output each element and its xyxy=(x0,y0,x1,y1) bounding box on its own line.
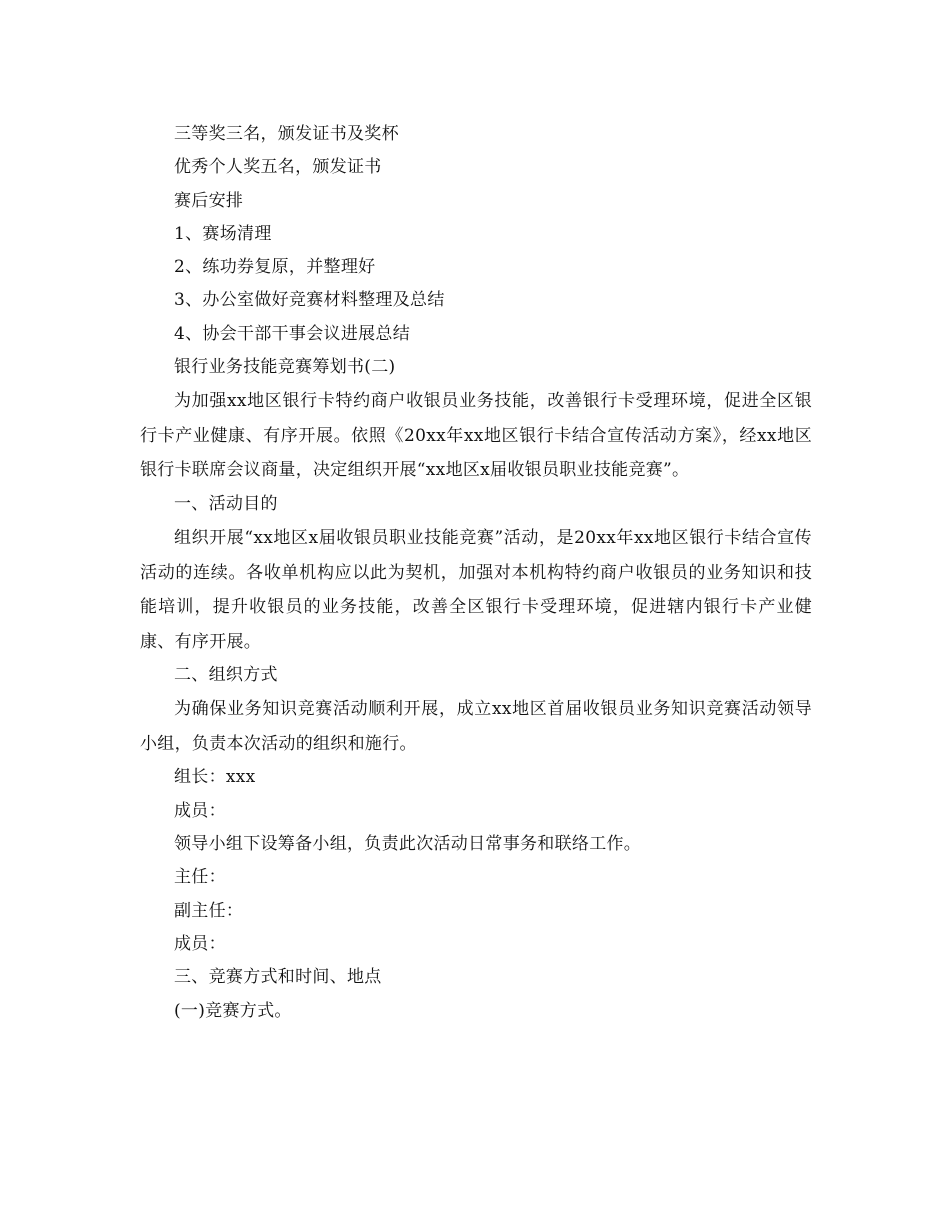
section-heading: 赛后安排 xyxy=(174,190,244,211)
paragraph-purpose: 组织开展“xx地区x届收银员职业技能竞赛”活动，是20xx年xx地区银行卡结合宣传活动的连续。各收单机构应以此为契机，加强对本机构特约商户收银员的业务知识和技能培训，提升收银员的业务技能，改善全区银行卡受理环境，促进辖内银行卡产业健康、有序开展。 xyxy=(140,528,812,652)
section-heading: 三、竞赛方式和时间、地点 xyxy=(174,967,382,988)
section-heading: 一、活动目的 xyxy=(174,493,278,514)
text-line: 三等奖三名，颁发证书及奖杯 xyxy=(174,124,399,144)
text-line: 优秀个人奖五名，颁发证书 xyxy=(174,157,382,178)
document-body xyxy=(140,118,812,1028)
paragraph-intro: 为加强xx地区银行卡特约商户收银员业务技能，改善银行卡受理环境，促进全区银行卡产业健康、有序开展。依照《20xx年xx地区银行卡结合宣传活动方案》，经xx地区银行卡联席会议商量，决定组织开展“xx地区x届收银员职业技能竞赛”。 xyxy=(140,391,812,481)
list-item: 3、办公室做好竞赛材料整理及总结 xyxy=(174,290,445,311)
text-line: 组长：xxx xyxy=(174,767,256,788)
document-title: 银行业务技能竞赛筹划书(二) xyxy=(174,357,396,378)
text-line: 成员： xyxy=(174,800,226,821)
subsection-heading: (一)竞赛方式。 xyxy=(174,1000,292,1021)
list-item: 2、练功券复原，并整理好 xyxy=(174,257,376,278)
paragraph-organization: 为确保业务知识竞赛活动顺利开展，成立xx地区首届收银员业务知识竞赛活动领导小组，负责本次活动的组织和施行。 xyxy=(140,699,812,754)
list-item: 1、赛场清理 xyxy=(174,223,272,244)
section-heading: 二、组织方式 xyxy=(174,665,278,686)
text-line: 领导小组下设筹备小组，负责此次活动日常事务和联络工作。 xyxy=(174,834,642,855)
text-line: 成员： xyxy=(174,933,226,954)
list-item: 4、协会干部干事会议进展总结 xyxy=(174,323,411,344)
text-line: 副主任： xyxy=(174,900,244,921)
text-line: 主任： xyxy=(174,867,226,888)
